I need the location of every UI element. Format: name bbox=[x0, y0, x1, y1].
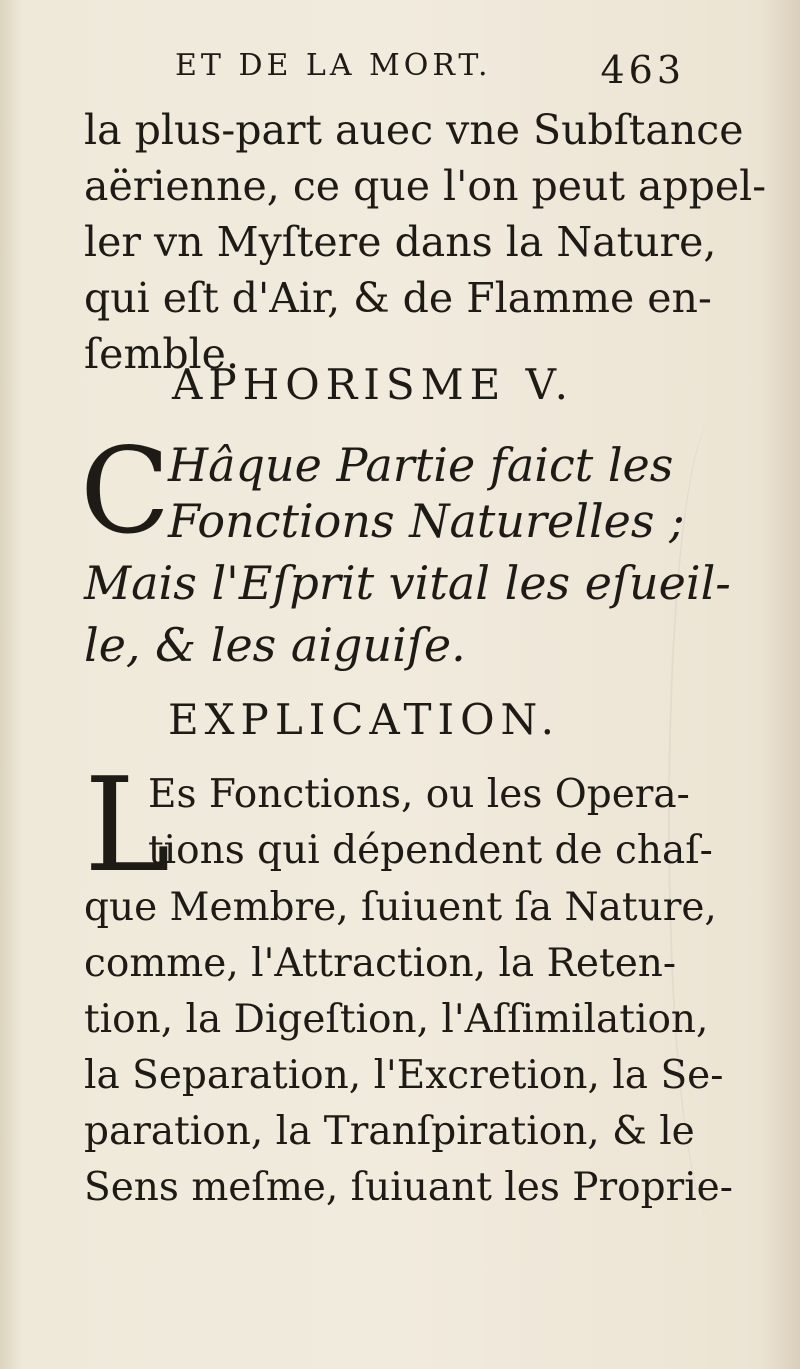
page-header bbox=[165, 42, 685, 102]
body-line: ſemble. bbox=[84, 330, 239, 378]
aphorism-heading: APHORISME V. bbox=[172, 360, 574, 409]
aphorism-dropcap: C bbox=[80, 422, 171, 560]
body-line: la plus-part auec vne Subſtance bbox=[84, 106, 744, 154]
body-line: aërienne, ce que l'on peut appel- bbox=[84, 162, 767, 210]
aphorism-line: le, & les aiguiſe. bbox=[84, 618, 466, 672]
page-number: 463 bbox=[600, 48, 685, 92]
aphorism-line: Hâque Partie faict les bbox=[168, 438, 674, 492]
explication-line: que Membre, ſuiuent ſa Nature, bbox=[84, 885, 717, 930]
explication-dropcap: L bbox=[84, 749, 171, 901]
explication-line: Sens meſme, ſuiuant les Proprie- bbox=[84, 1165, 733, 1210]
explication-line: la Separation, l'Excretion, la Se- bbox=[84, 1053, 724, 1098]
explication-line: tion, la Digeſtion, l'Aſſimilation, bbox=[84, 997, 709, 1042]
aphorism-line: Mais l'Eſprit vital les eſueil- bbox=[84, 556, 731, 610]
explication-line: Es Fonctions, ou les Opera- bbox=[148, 772, 690, 817]
body-line: ler vn Myſtere dans la Nature, bbox=[84, 218, 717, 266]
explication-heading: EXPLICATION. bbox=[168, 695, 560, 744]
explication-line: tions qui dépendent de chaſ- bbox=[148, 828, 713, 873]
aphorism-line: Fonctions Naturelles ; bbox=[168, 494, 685, 548]
explication-line: comme, l'Attraction, la Reten- bbox=[84, 941, 677, 986]
body-line: qui eſt d'Air, & de Flamme en- bbox=[84, 274, 712, 322]
running-title: ET DE LA MORT. bbox=[175, 48, 492, 83]
explication-line: paration, la Tranſpiration, & le bbox=[84, 1109, 695, 1154]
